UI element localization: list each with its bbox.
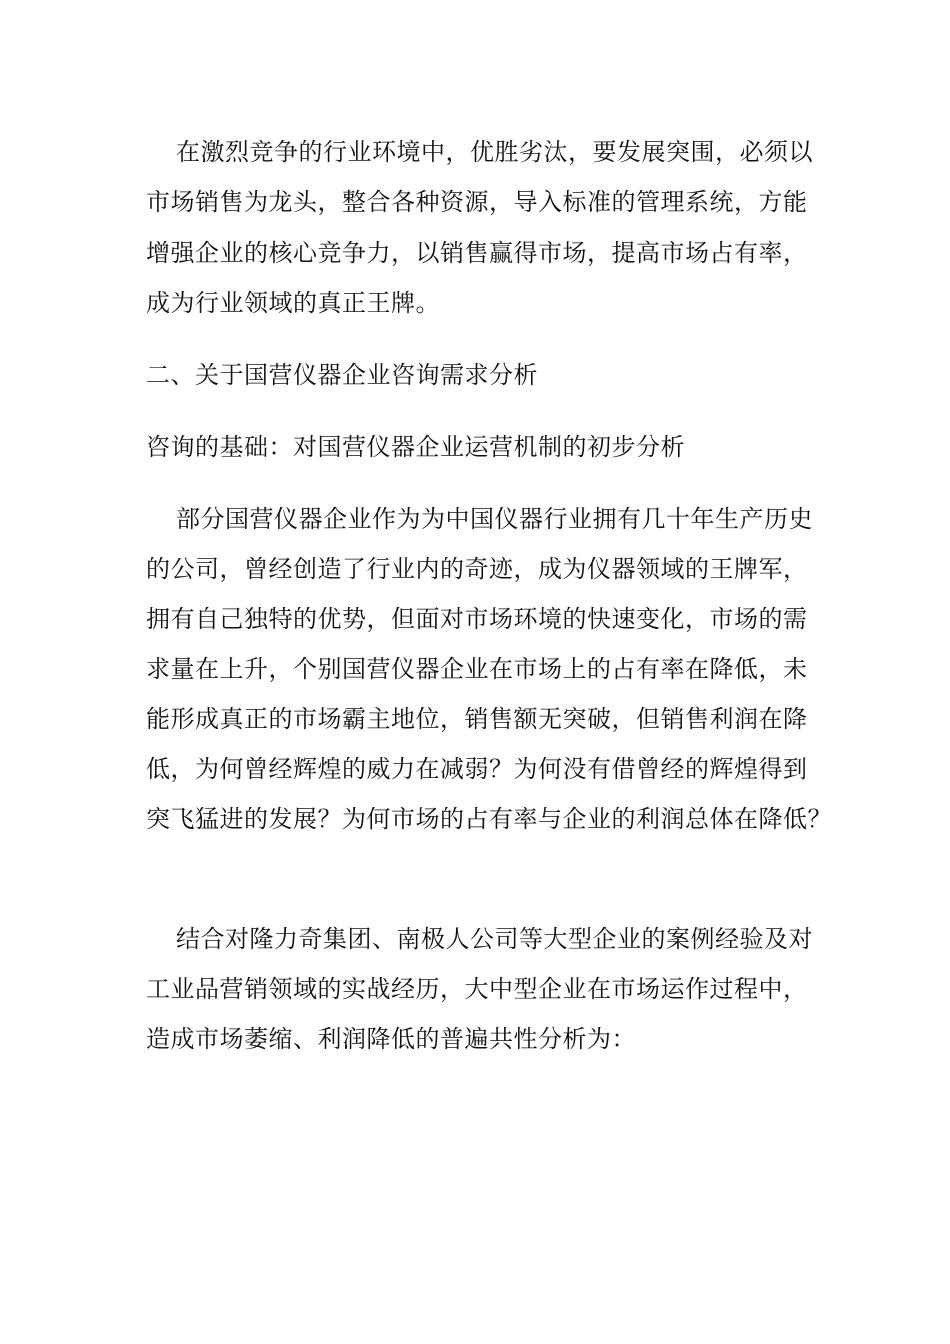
paragraph-2-line-4: 求量在上升，个别国营仪器企业在市场上的占有率在降低，未 xyxy=(146,655,808,683)
paragraph-3-line-3: 造成市场萎缩、利润降低的普遍共性分析为： xyxy=(146,1025,636,1053)
paragraph-1-line-3: 增强企业的核心竞争力，以销售赢得市场，提高市场占有率， xyxy=(146,239,808,267)
subheading: 咨询的基础：对国营仪器企业运营机制的初步分析 xyxy=(146,433,685,461)
paragraph-2-line-2: 的公司，曾经创造了行业内的奇迹，成为仪器领域的王牌军， xyxy=(146,555,808,583)
paragraph-2-line-1: 部分国营仪器企业作为为中国仪器行业拥有几十年生产历史 xyxy=(176,505,813,533)
paragraph-2-line-5: 能形成真正的市场霸主地位，销售额无突破，但销售利润在降 xyxy=(146,705,808,733)
paragraph-1-line-1: 在激烈竞争的行业环境中，优胜劣汰，要发展突围，必须以 xyxy=(176,138,813,166)
paragraph-2-line-3: 拥有自己独特的优势，但面对市场环境的快速变化，市场的需 xyxy=(146,605,808,633)
paragraph-2-line-7: 突飞猛进的发展？为何市场的占有率与企业的利润总体在降低？ xyxy=(146,805,832,833)
paragraph-1-line-2: 市场销售为龙头，整合各种资源，导入标准的管理系统，方能 xyxy=(146,188,808,216)
paragraph-3-line-1: 结合对隆力奇集团、南极人公司等大型企业的案例经验及对 xyxy=(176,925,813,953)
paragraph-3-line-2: 工业品营销领域的实战经历，大中型企业在市场运作过程中， xyxy=(146,975,808,1003)
paragraph-2-line-6: 低，为何曾经辉煌的威力在减弱？为何没有借曾经的辉煌得到 xyxy=(146,755,808,783)
section-heading: 二、关于国营仪器企业咨询需求分析 xyxy=(146,361,538,389)
paragraph-1-line-4: 成为行业领域的真正王牌。 xyxy=(146,289,440,317)
